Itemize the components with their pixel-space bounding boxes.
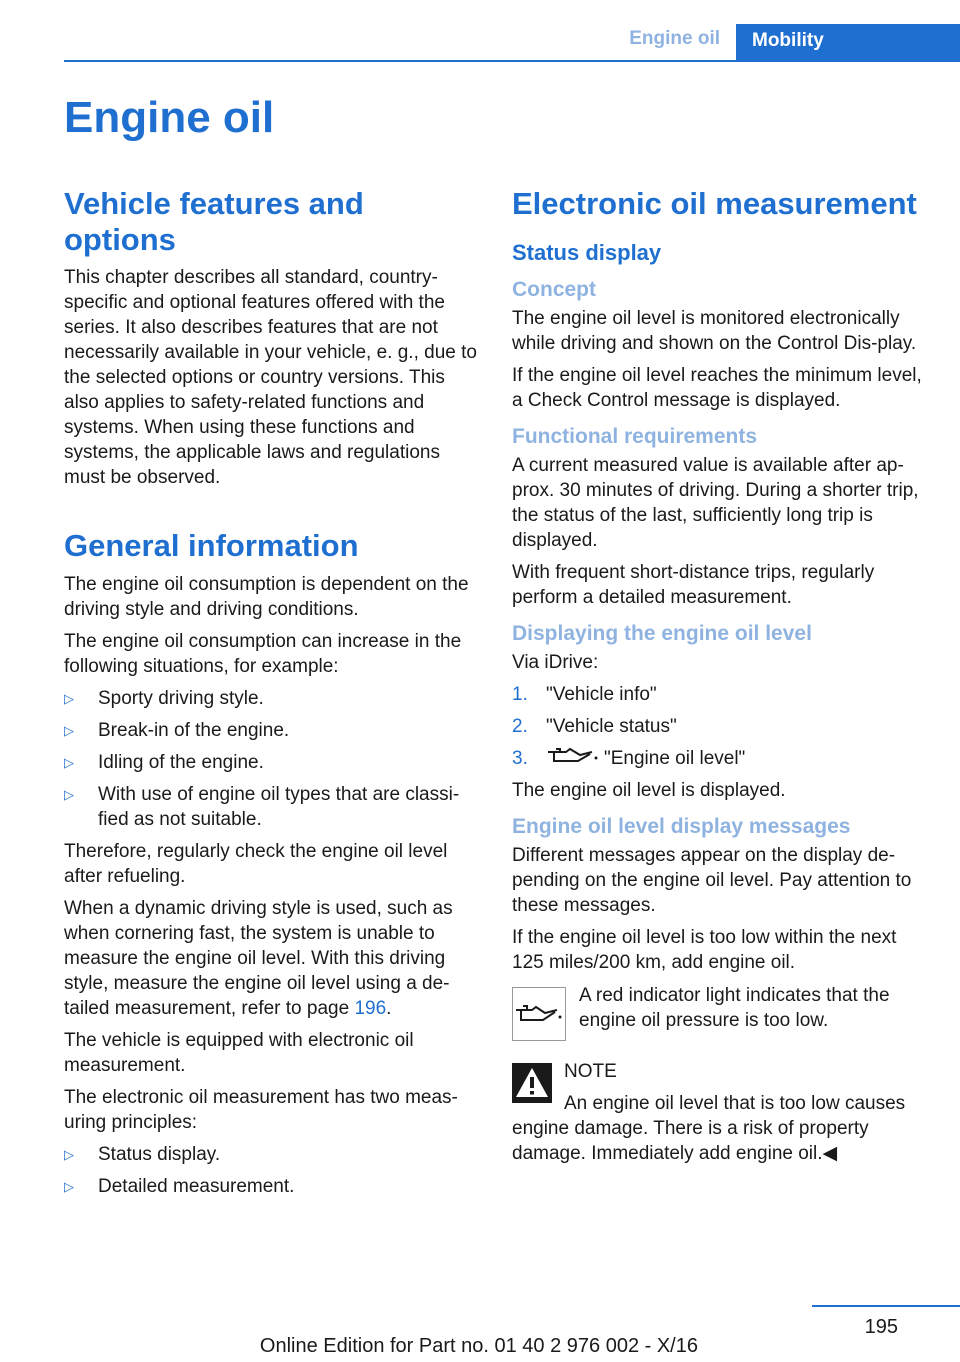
list-item — [64, 1174, 478, 1199]
list-item — [64, 718, 478, 743]
functional-paragraph-2: With frequent short-distance trips, regularly perform a detailed measurement. — [512, 561, 875, 608]
page-title: Engine oil — [64, 93, 275, 142]
list-item-text: Detailed measurement. — [98, 1175, 295, 1197]
list-item — [512, 682, 926, 707]
check-paragraph: Therefore, regularly check the engine oil level after refueling. — [64, 840, 448, 887]
list-item — [512, 746, 926, 771]
header-chapter-tab: Mobility — [736, 24, 960, 62]
general-info-heading: General information — [64, 528, 359, 564]
concept-heading: Concept — [512, 277, 596, 301]
messages-paragraph-1: Different messages appear on the display de-pending on the engine oil level. Pay attention to these messages. — [512, 845, 912, 917]
functional-requirements-heading: Functional requirements — [512, 424, 758, 448]
note-label: NOTE — [564, 1061, 617, 1083]
equipped-paragraph: The vehicle is equipped with electronic oil measurement. — [64, 1029, 414, 1076]
display-messages-heading: Engine oil level display messages — [512, 815, 851, 839]
edition-text: Online Edition for Part no. 01 40 2 976 002 - X/16 — [259, 1335, 698, 1357]
principles-paragraph: The electronic oil measurement has two meas-uring principles: — [64, 1086, 458, 1133]
list-item-text: With use of engine oil types that are classi-fied as not suitable. — [98, 783, 460, 830]
list-item-text: Status display. — [98, 1143, 221, 1165]
warning-triangle-icon — [512, 1063, 552, 1103]
list-item — [64, 686, 478, 711]
page-reference-link[interactable]: 196 — [354, 997, 387, 1019]
bullet-icon: ▷ — [64, 690, 74, 706]
idrive-steps-list — [512, 682, 926, 771]
list-item-text: Idling of the engine. — [98, 751, 264, 773]
step-text: "Vehicle info" — [546, 683, 657, 705]
functional-paragraph-1: A current measured value is available after ap-prox. 30 minutes of driving. During a shorter trip, the status of the last, sufficiently long trip is displayed. — [512, 454, 919, 551]
features-heading: Vehicle features and options — [64, 186, 364, 257]
via-idrive-text: Via iDrive: — [512, 651, 599, 673]
list-item-text: Sporty driving style. — [98, 687, 264, 709]
list-item — [64, 1142, 478, 1167]
note-box — [512, 1059, 926, 1166]
bullet-icon: ▷ — [64, 754, 74, 770]
features-paragraph: This chapter describes all standard, country-specific and optional features offered with the series. It also describes features that are not necessarily available in your vehicle, e. g., due to the selected options or country versions. This also applies to safety-related functions and systems. When using these functions and systems, the applicable laws and regulations must be observed. — [64, 267, 477, 489]
right-column — [512, 186, 926, 1173]
status-display-heading: Status display — [512, 239, 662, 265]
step-number: 2. — [512, 715, 528, 737]
electronic-measurement-heading: Electronic oil measurement — [512, 186, 917, 221]
list-item — [512, 714, 926, 739]
dynamic-text-end: . — [386, 997, 392, 1019]
step-number: 1. — [512, 683, 528, 705]
indicator-text: A red indicator light indicates that the engine oil pressure is too low. — [579, 985, 890, 1032]
footer-rule — [812, 1305, 960, 1307]
bullet-icon: ▷ — [64, 1146, 74, 1162]
list-item — [64, 782, 478, 832]
step-text: "Engine oil level" — [604, 747, 746, 769]
general-paragraph-1: The engine oil consumption is dependent on the driving style and driving conditions. — [64, 573, 469, 620]
concept-paragraph-1: The engine oil level is monitored electronically while driving and shown on the Control Dis-play. — [512, 307, 917, 354]
page-number: 195 — [864, 1316, 898, 1338]
dynamic-paragraph — [64, 896, 478, 1021]
oil-pressure-indicator-icon — [512, 987, 566, 1041]
dynamic-text: When a dynamic driving style is used, such as when cornering fast, the system is unable to measure the engine oil level. With this driving style, measure the engine oil level using a de-tailed measurement, refer to page — [64, 897, 453, 1019]
bullet-icon: ▷ — [64, 786, 74, 802]
messages-paragraph-2: If the engine oil level is too low within the next 125 miles/200 km, add engine oil. — [512, 927, 897, 974]
bullet-icon: ▷ — [64, 722, 74, 738]
note-text: An engine oil level that is too low causes engine damage. There is a risk of property damage. Immediately add engine oil.◀ — [512, 1093, 906, 1165]
principles-list — [64, 1142, 478, 1199]
indicator-note — [512, 983, 926, 1047]
general-paragraph-2: The engine oil consumption can increase in the following situations, for example: — [64, 630, 462, 677]
step-text: "Vehicle status" — [546, 715, 677, 737]
step-number: 3. — [512, 747, 528, 769]
situations-list — [64, 686, 478, 832]
displaying-oil-level-heading: Displaying the engine oil level — [512, 621, 812, 645]
list-item — [64, 750, 478, 775]
bullet-icon: ▷ — [64, 1178, 74, 1194]
left-column — [64, 186, 478, 1206]
concept-paragraph-2: If the engine oil level reaches the minimum level, a Check Control message is displayed. — [512, 364, 922, 411]
list-item-text: Break-in of the engine. — [98, 719, 290, 741]
displayed-text: The engine oil level is displayed. — [512, 780, 786, 802]
oil-can-icon — [546, 746, 598, 771]
header-section-label: Engine oil — [629, 28, 720, 49]
